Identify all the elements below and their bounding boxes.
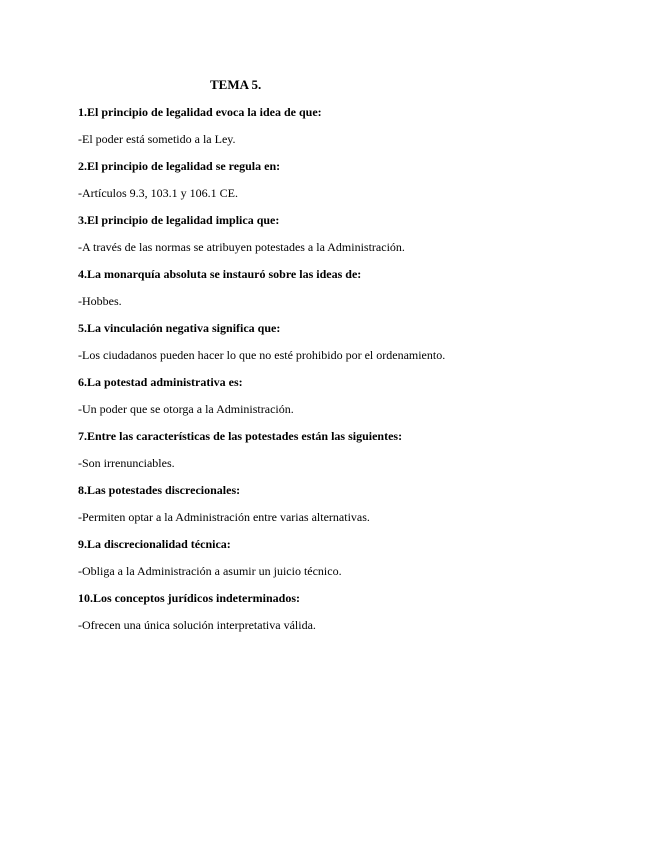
answer-10: -Ofrecen una única solución interpretativa válida.	[78, 618, 316, 632]
answer-9: -Obliga a la Administración a asumir un juicio técnico.	[78, 564, 342, 578]
question-list	[78, 104, 638, 644]
qa-item-5	[78, 320, 638, 374]
question-4: 4.La monarquía absoluta se instauró sobre las ideas de:	[78, 267, 362, 281]
answer-4: -Hobbes.	[78, 294, 122, 308]
question-1: 1.El principio de legalidad evoca la idea de que:	[78, 105, 322, 119]
qa-item-6	[78, 374, 638, 428]
question-2: 2.El principio de legalidad se regula en:	[78, 159, 281, 173]
question-10: 10.Los conceptos jurídicos indeterminados:	[78, 591, 300, 605]
answer-8: -Permiten optar a la Administración entre varias alternativas.	[78, 510, 370, 524]
answer-1: -El poder está sometido a la Ley.	[78, 132, 236, 146]
qa-item-10	[78, 590, 638, 644]
qa-item-9	[78, 536, 638, 590]
question-9: 9.La discrecionalidad técnica:	[78, 537, 231, 551]
answer-2: -Artículos 9.3, 103.1 y 106.1 CE.	[78, 186, 238, 200]
qa-item-1	[78, 104, 638, 158]
answer-6: -Un poder que se otorga a la Administración.	[78, 402, 294, 416]
qa-item-3	[78, 212, 638, 266]
qa-item-8	[78, 482, 638, 536]
question-7: 7.Entre las características de las potestades están las siguientes:	[78, 429, 403, 443]
question-8: 8.Las potestades discrecionales:	[78, 483, 241, 497]
answer-7: -Son irrenunciables.	[78, 456, 175, 470]
question-3: 3.El principio de legalidad implica que:	[78, 213, 280, 227]
answer-5: -Los ciudadanos pueden hacer lo que no esté prohibido por el ordenamiento.	[78, 348, 446, 362]
answer-3: -A través de las normas se atribuyen potestades a la Administración.	[78, 240, 405, 254]
qa-item-4	[78, 266, 638, 320]
question-5: 5.La vinculación negativa significa que:	[78, 321, 281, 335]
question-6: 6.La potestad administrativa es:	[78, 375, 243, 389]
qa-item-7	[78, 428, 638, 482]
qa-item-2	[78, 158, 638, 212]
page-title: TEMA 5.	[210, 77, 262, 92]
